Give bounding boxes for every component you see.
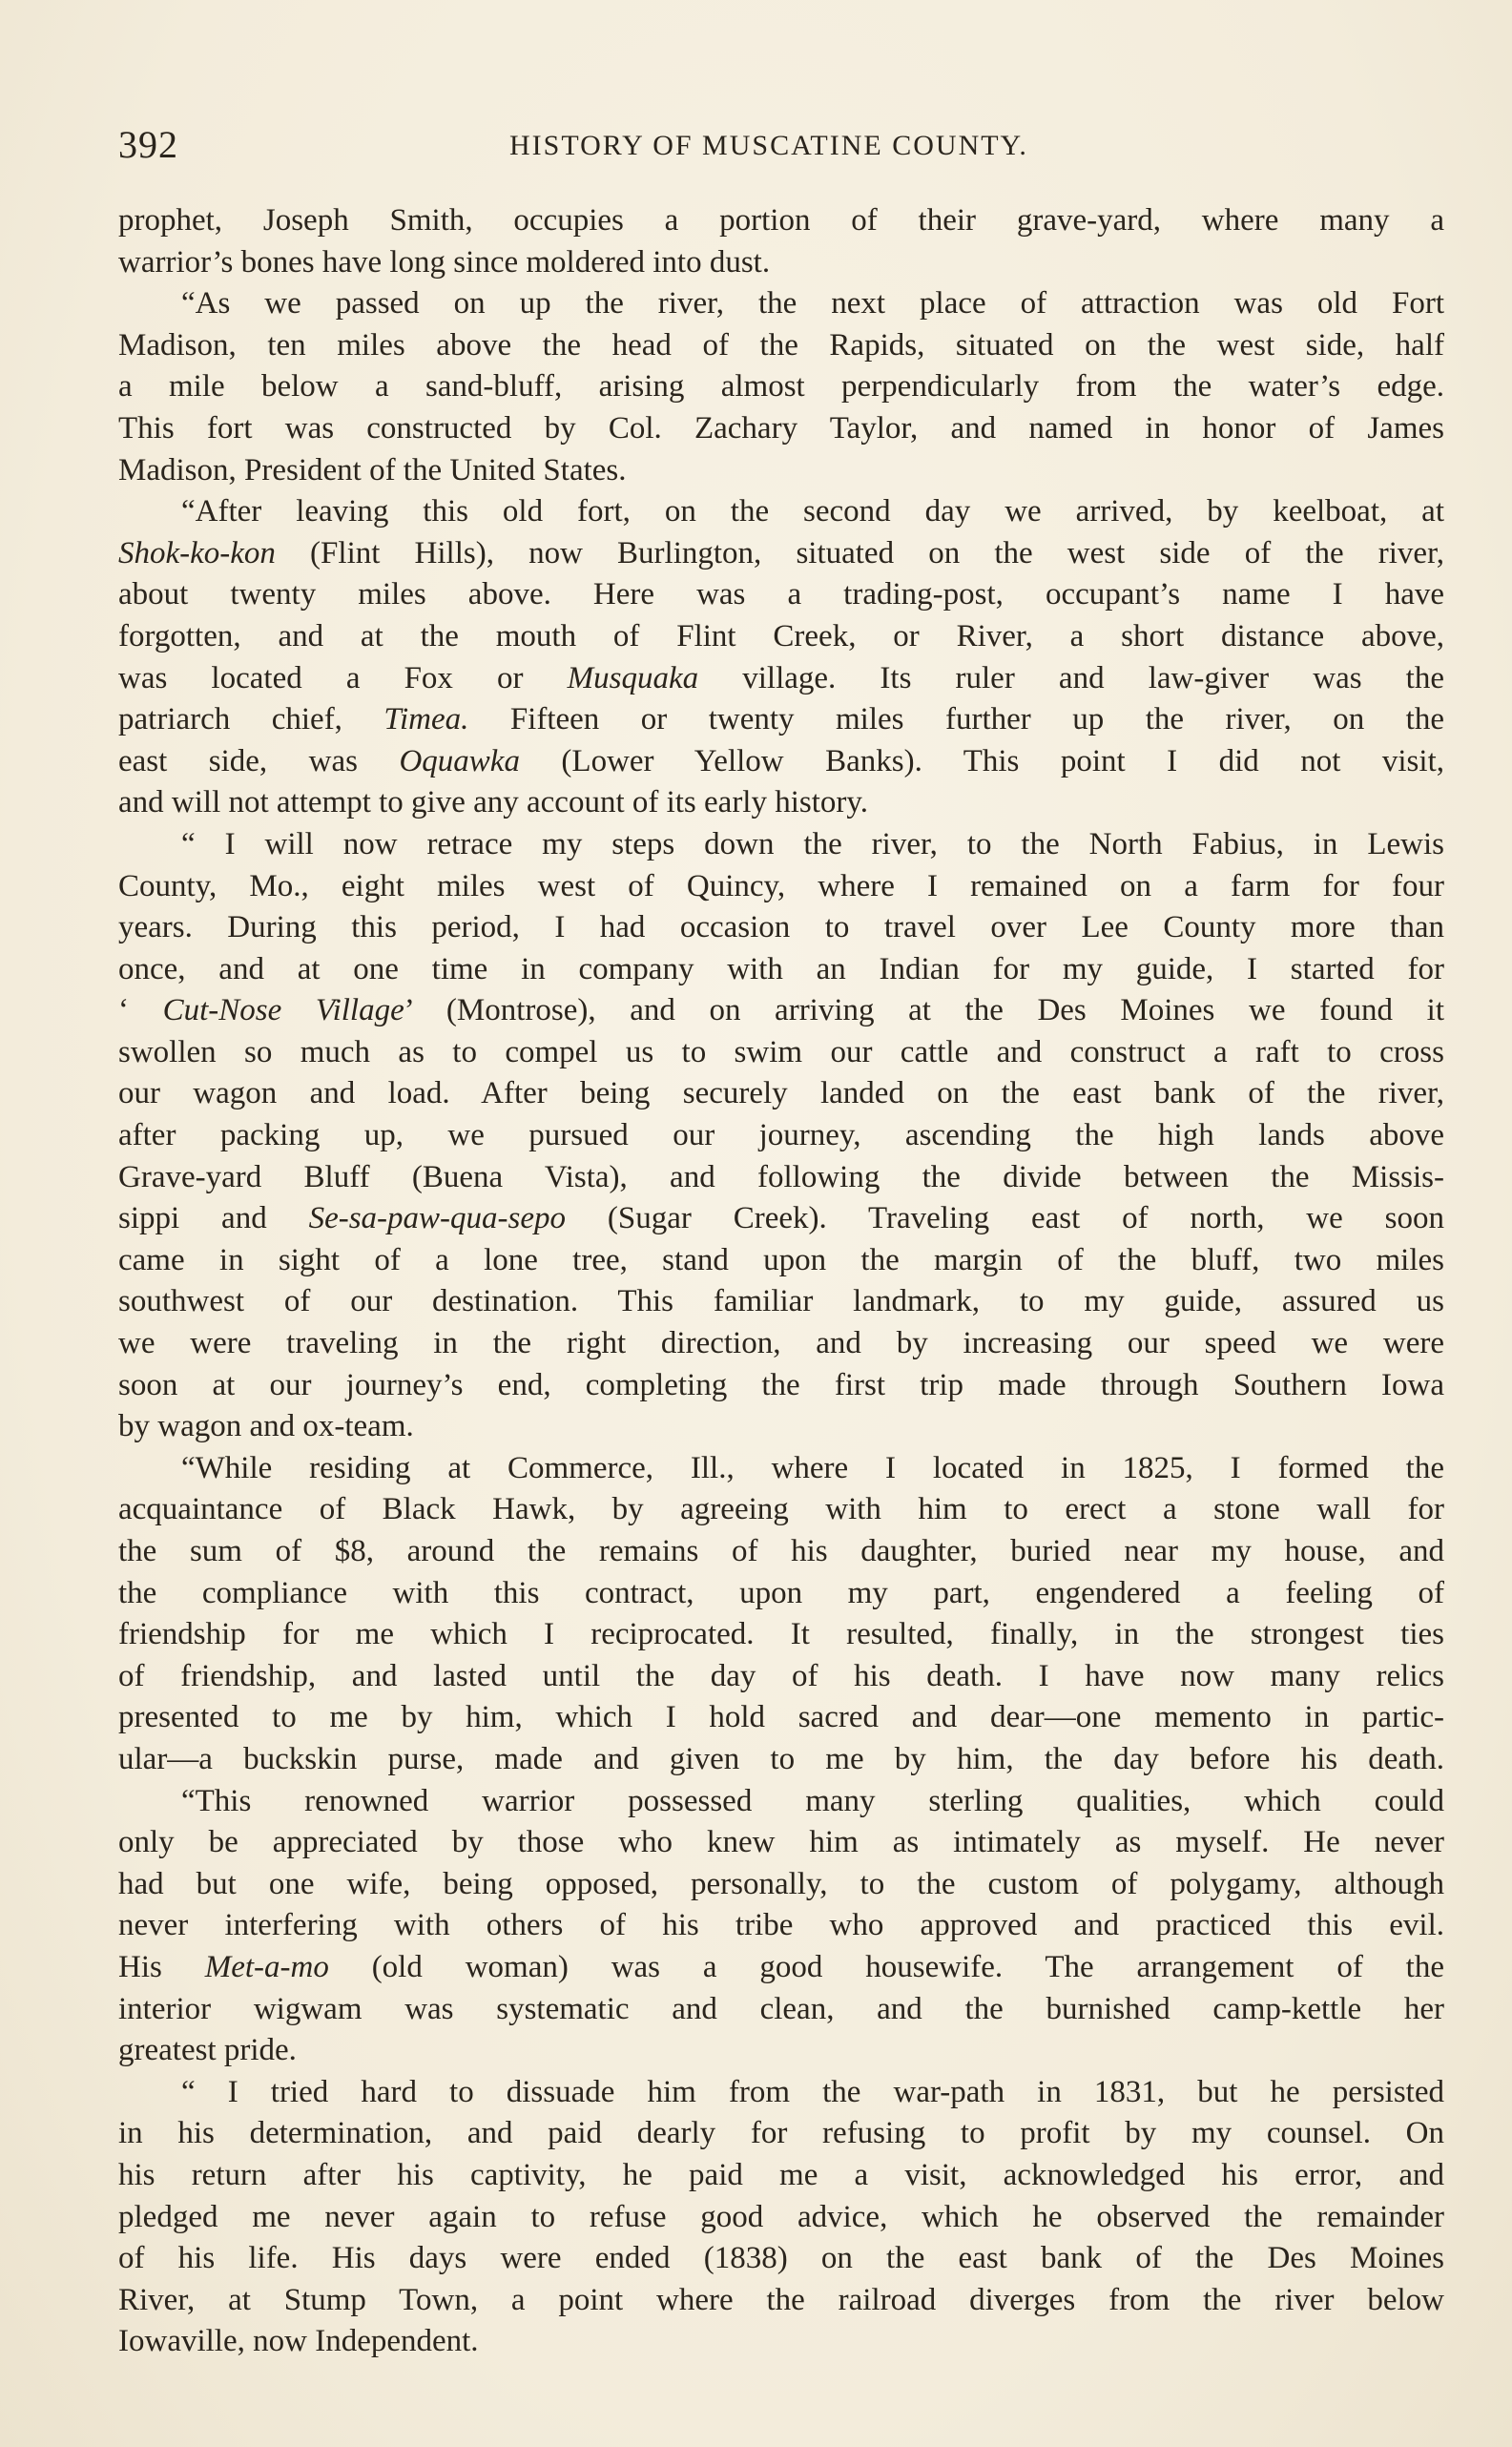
text-line: “While residing at Commerce, Ill., where I located in 1825, I formed the — [181, 1450, 1444, 1485]
text-line — [118, 1947, 1444, 1989]
text-line — [118, 699, 1444, 741]
running-title: HISTORY OF MUSCATINE COUNTY. — [509, 130, 1028, 161]
page-number: 392 — [118, 123, 178, 166]
text-line: and will not attempt to give any account of its early history. — [118, 785, 869, 820]
text-line: presented to me by him, which I hold sacred and dear—one memento in partic- — [118, 1700, 1444, 1735]
text-line: “As we passed on up the river, the next place of attraction was old Fort — [181, 286, 1444, 321]
text-run: ‘ — [118, 993, 163, 1028]
text-line: the compliance with this contract, upon my part, engendered a feeling of — [118, 1575, 1444, 1610]
text-line: warrior’s bones have long since moldered into dust. — [118, 244, 771, 280]
text-line: Grave-yard Bluff (Buena Vista), and following the divide between the Missis- — [118, 1159, 1444, 1194]
text-line: Iowaville, now Independent. — [118, 2324, 479, 2359]
text-line: never interfering with others of his tribe who approved and practiced this evil. — [118, 1908, 1444, 1943]
text-line — [118, 533, 1444, 575]
text-line: we were traveling in the right direction, and by increasing our speed we were — [118, 1326, 1444, 1361]
page-header — [118, 122, 1454, 170]
text-run: Fifteen or twenty miles further up the river, on the — [468, 702, 1444, 737]
italic-term: Se-sa-paw-qua-sepo — [308, 1201, 567, 1236]
text-line: This fort was constructed by Col. Zachary Taylor, and named in honor of James — [118, 410, 1444, 446]
text-run: (old woman) was a good housewife. The arrangement of the — [328, 1949, 1444, 1984]
text-line: after packing up, we pursued our journey, ascending the high lands above — [118, 1118, 1444, 1153]
text-line: Madison, President of the United States. — [118, 452, 627, 487]
text-line: pledged me never again to refuse good advice, which he observed the remainder — [118, 2199, 1444, 2234]
text-line — [118, 990, 1444, 1032]
text-line: “This renowned warrior possessed many sterling qualities, which could — [181, 1783, 1444, 1818]
text-line: forgotten, and at the mouth of Flint Creek, or River, a short distance above, — [118, 618, 1444, 653]
text-line: greatest pride. — [118, 2033, 297, 2068]
text-run: (Flint Hills), now Burlington, situated on the west side of the river, — [275, 535, 1444, 570]
text-line: River, at Stump Town, a point where the railroad diverges from the river below — [118, 2282, 1444, 2317]
text-line: “ I tried hard to dissuade him from the war-path in 1831, but he persisted — [181, 2074, 1444, 2109]
text-line: years. During this period, I had occasion to travel over Lee County more than — [118, 910, 1444, 945]
text-line: “After leaving this old fort, on the second day we arrived, by keelboat, at — [181, 494, 1444, 529]
text-line: of his life. His days were ended (1838) on the east bank of the Des Moines — [118, 2241, 1444, 2276]
text-line: the sum of $8, around the remains of his daughter, buried near my house, and — [118, 1534, 1444, 1568]
text-run: (Lower Yellow Banks). This point I did not visit, — [519, 743, 1444, 778]
italic-term: Shok-ko-kon — [118, 535, 276, 570]
text-line: prophet, Joseph Smith, occupies a portion of their grave-yard, where many a — [118, 203, 1444, 238]
text-line: “ I will now retrace my steps down the river, to the North Fabius, in Lewis — [181, 826, 1444, 861]
italic-term: Timea. — [383, 702, 469, 737]
text-run: sippi and — [118, 1201, 309, 1236]
italic-term: Cut-Nose Village — [162, 993, 404, 1028]
text-line: a mile below a sand-bluff, arising almost perpendicularly from the water’s edge. — [118, 369, 1444, 404]
text-line: swollen so much as to compel us to swim our cattle and construct a raft to cross — [118, 1034, 1444, 1069]
text-line — [118, 1198, 1444, 1240]
text-line: ular—a buckskin purse, made and given to me by him, the day before his death. — [118, 1741, 1444, 1776]
text-run: (Sugar Creek). Traveling east of north, we soon — [566, 1201, 1444, 1236]
text-line: friendship for me which I reciprocated. It resulted, finally, in the strongest ties — [118, 1617, 1444, 1652]
text-run: village. Its ruler and law-giver was the — [698, 660, 1444, 695]
text-line: in his determination, and paid dearly for refusing to profit by my counsel. On — [118, 2116, 1444, 2151]
text-run: was located a Fox or — [118, 660, 568, 695]
text-line: only be appreciated by those who knew him as intimately as myself. He never — [118, 1825, 1444, 1860]
text-line: about twenty miles above. Here was a trading-post, occupant’s name I have — [118, 577, 1444, 612]
text-line: by wagon and ox-team. — [118, 1409, 414, 1444]
text-line: acquaintance of Black Hawk, by agreeing with him to erect a stone wall for — [118, 1492, 1444, 1527]
text-line: his return after his captivity, he paid me a visit, acknowledged his error, and — [118, 2157, 1444, 2192]
text-line: once, and at one time in company with an Indian for my guide, I started for — [118, 951, 1444, 986]
text-line: came in sight of a lone tree, stand upon the margin of the bluff, two miles — [118, 1242, 1444, 1277]
italic-term: Met-a-mo — [204, 1949, 329, 1984]
text-run: His — [118, 1949, 205, 1984]
text-line — [118, 658, 1444, 700]
text-line — [118, 741, 1444, 783]
italic-term: Oquawka — [399, 743, 520, 778]
text-line: of friendship, and lasted until the day of his death. I have now many relics — [118, 1658, 1444, 1693]
text-run: ’ (Montrose), and on arriving at the Des Moines we found it — [404, 993, 1444, 1028]
body-text — [118, 200, 1444, 2363]
text-run: patriarch chief, — [118, 702, 384, 737]
text-line: County, Mo., eight miles west of Quincy, where I remained on a farm for four — [118, 868, 1444, 903]
text-line: our wagon and load. After being securely landed on the east bank of the river, — [118, 1076, 1444, 1111]
text-line: interior wigwam was systematic and clean, and the burnished camp-kettle her — [118, 1991, 1444, 2026]
text-line: Madison, ten miles above the head of the Rapids, situated on the west side, half — [118, 327, 1444, 363]
italic-term: Musquaka — [567, 660, 699, 695]
text-line: soon at our journey’s end, completing the first trip made through Southern Iowa — [118, 1367, 1444, 1402]
text-run: east side, was — [118, 743, 400, 778]
text-line: southwest of our destination. This familiar landmark, to my guide, assured us — [118, 1284, 1444, 1319]
text-line: had but one wife, being opposed, personally, to the custom of polygamy, although — [118, 1866, 1444, 1901]
